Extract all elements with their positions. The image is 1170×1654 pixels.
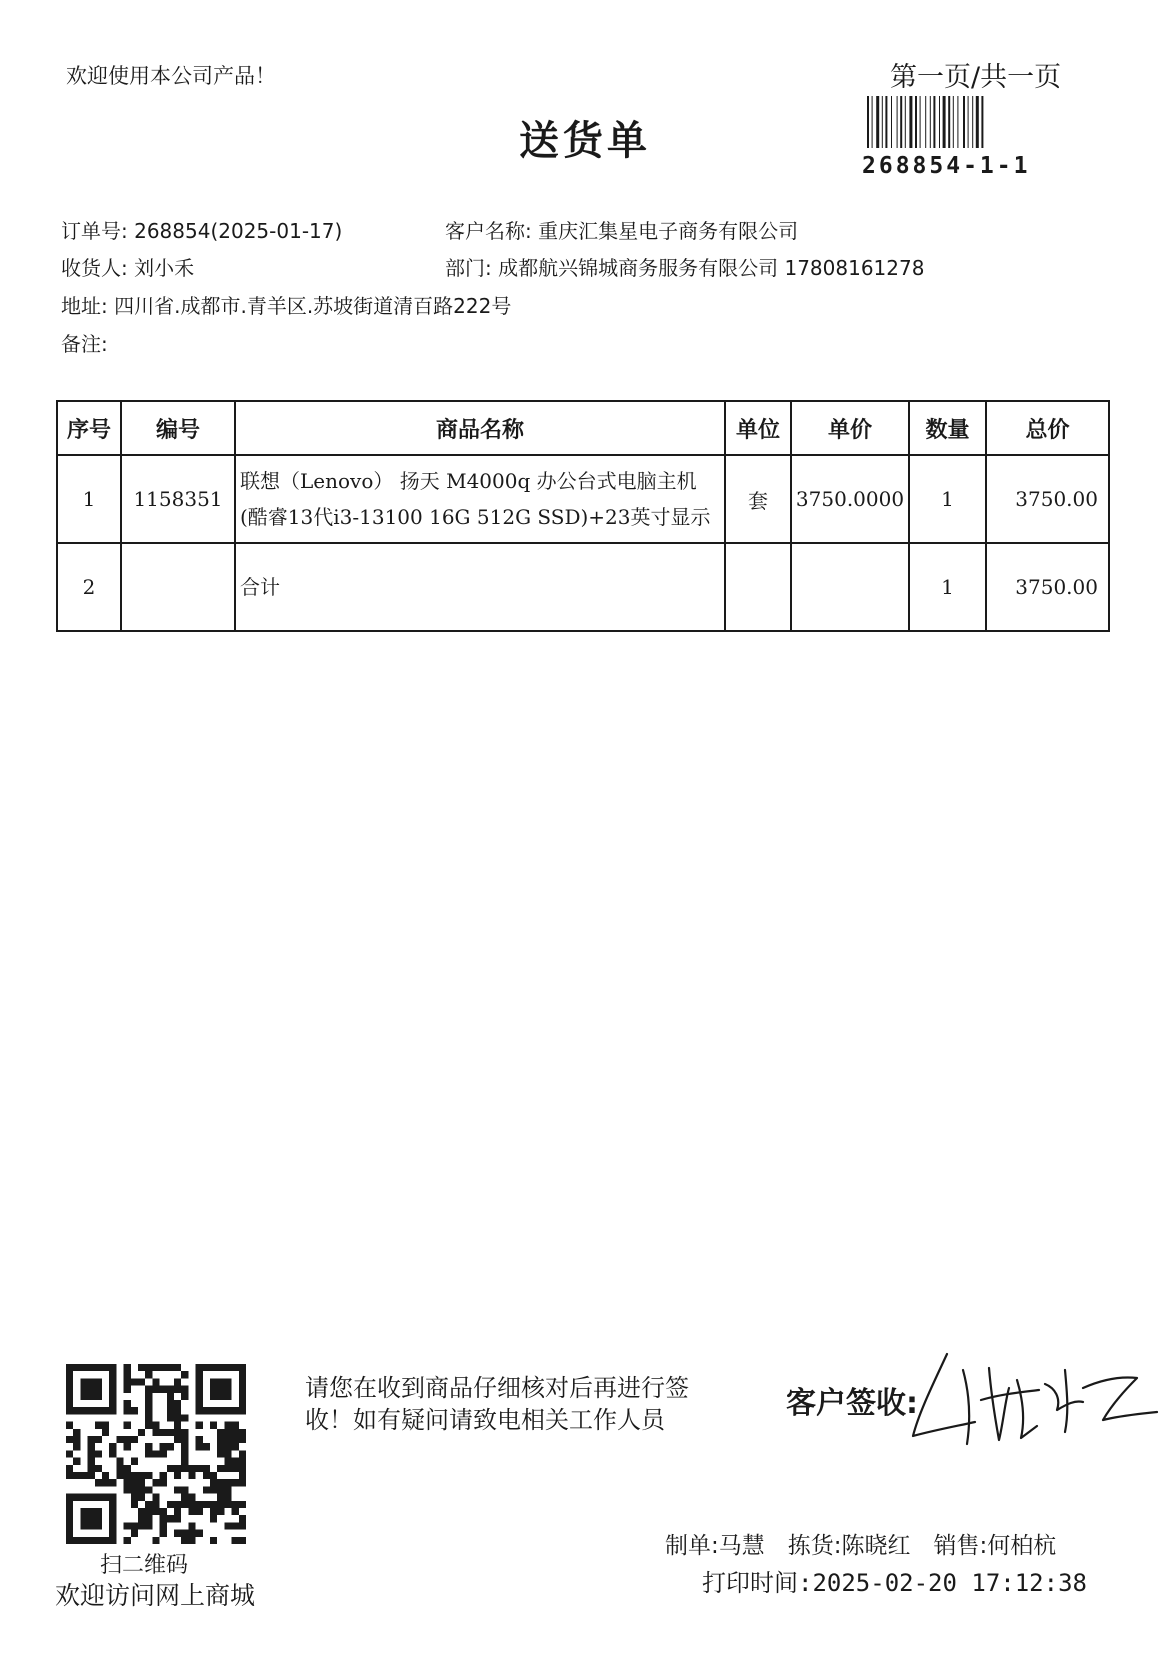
row-total: 3750.00 xyxy=(986,455,1109,543)
row-product-name xyxy=(235,455,725,543)
order-number-label: 订单号: xyxy=(61,219,128,243)
header-product-name: 商品名称 xyxy=(235,401,725,455)
row-product-name: 合计 xyxy=(235,543,725,631)
handwritten-signature xyxy=(905,1340,1165,1450)
row-unit: 套 xyxy=(725,455,791,543)
remark xyxy=(61,328,108,357)
row-product-name-line1: 联想（Lenovo） 扬天 M4000q 办公台式电脑主机 xyxy=(240,469,697,493)
row-index: 1 xyxy=(57,455,121,543)
customer-name-value: 重庆汇集星电子商务有限公司 xyxy=(538,219,799,243)
address xyxy=(61,290,511,319)
row-unit-price xyxy=(791,543,909,631)
row-product-name-line2: (酷睿13代i3-13100 16G 512G SSD)+23英寸显示 xyxy=(240,505,711,529)
qr-code xyxy=(66,1364,246,1544)
order-number-value: 268854(2025-01-17) xyxy=(134,219,343,243)
staff-info: 制单:马慧 拣货:陈晓红 销售:何柏杭 xyxy=(665,1533,1057,1559)
header-index: 序号 xyxy=(57,401,121,455)
order-number xyxy=(61,215,342,244)
items-table xyxy=(56,400,1110,632)
header-unit-price: 单价 xyxy=(791,401,909,455)
document-title: 送货单 xyxy=(519,118,651,164)
row-unit xyxy=(725,543,791,631)
receiver xyxy=(61,252,194,281)
header-quantity: 数量 xyxy=(909,401,986,455)
department-value: 成都航兴锦城商务服务有限公司 17808161278 xyxy=(498,256,925,280)
qr-caption: 扫二维码 xyxy=(100,1553,189,1578)
row-code: 1158351 xyxy=(121,455,235,543)
department xyxy=(445,252,924,281)
welcome-text: 欢迎使用本公司产品！ xyxy=(66,64,276,88)
address-label: 地址: xyxy=(61,294,108,318)
print-time: 打印时间:2025-02-20 17:12:38 xyxy=(702,1569,1087,1597)
header-unit: 单位 xyxy=(725,401,791,455)
customer-signature-label: 客户签收: xyxy=(786,1386,918,1421)
row-unit-price: 3750.0000 xyxy=(791,455,909,543)
qr-caption-mall: 欢迎访问网上商城 xyxy=(55,1581,256,1610)
address-value: 四川省.成都市.青羊区.苏坡街道清百路222号 xyxy=(114,294,512,318)
notice-text: 请您在收到商品仔细核对后再进行签收！如有疑问请致电相关工作人员 xyxy=(305,1374,689,1434)
row-quantity: 1 xyxy=(909,543,986,631)
header-total: 总价 xyxy=(986,401,1109,455)
row-total: 3750.00 xyxy=(986,543,1109,631)
page-indicator: 第一页/共一页 xyxy=(890,62,1062,93)
table-header-row xyxy=(57,401,1109,455)
table-row-summary xyxy=(57,543,1109,631)
customer-name xyxy=(445,215,798,244)
row-code xyxy=(121,543,235,631)
customer-name-label: 客户名称: xyxy=(445,219,532,243)
barcode-text: 268854-1-1 xyxy=(862,153,1031,179)
header-code: 编号 xyxy=(121,401,235,455)
remark-label: 备注: xyxy=(61,332,108,356)
row-quantity: 1 xyxy=(909,455,986,543)
receiver-label: 收货人: xyxy=(61,256,128,280)
department-label: 部门: xyxy=(445,256,492,280)
receiver-value: 刘小禾 xyxy=(134,256,195,280)
table-row xyxy=(57,455,1109,543)
row-index: 2 xyxy=(57,543,121,631)
